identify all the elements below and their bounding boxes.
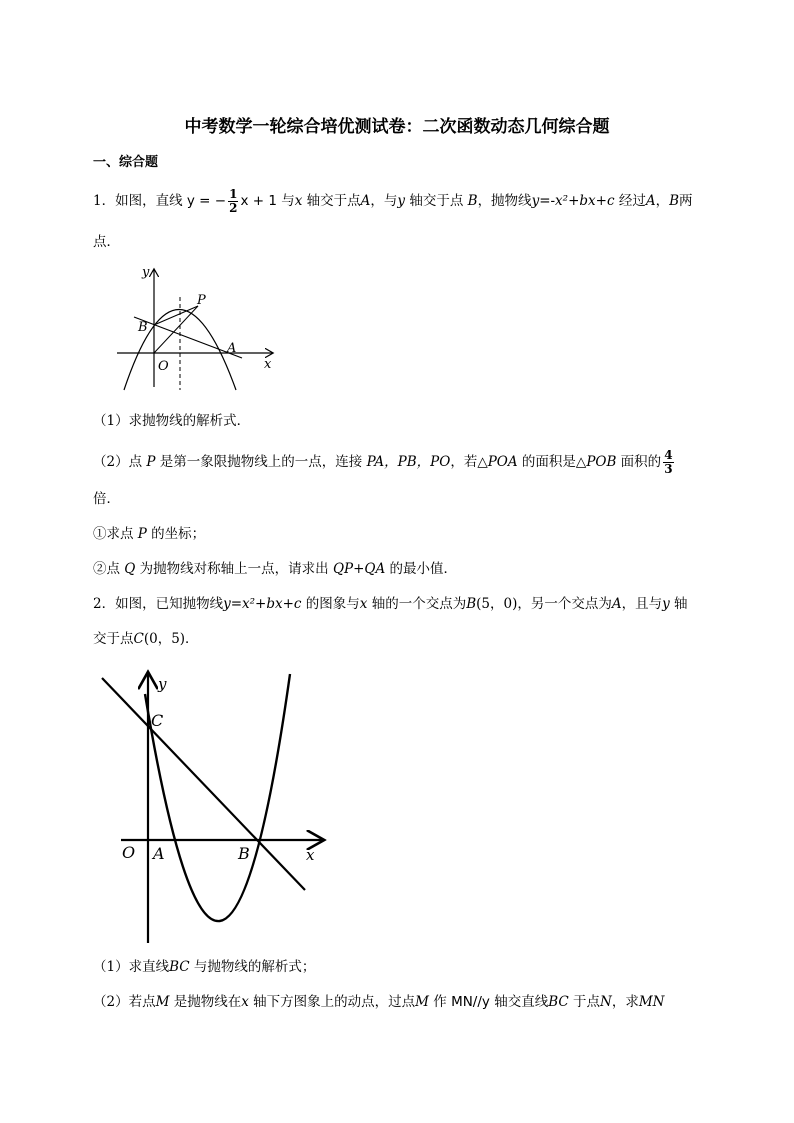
q1-ratio-fraction: $\frac{4}{3}$ <box>664 448 673 476</box>
q1-part-1: （1）求抛物线的解析式． <box>93 413 251 429</box>
q1-label-a: A <box>227 341 237 356</box>
q1-seg-po <box>154 306 198 353</box>
q2-label-o: O <box>122 843 136 862</box>
q1-fraction: $\frac{1}{2}$ <box>229 187 238 215</box>
page-title: 中考数学一轮综合培优测试卷：二次函数动态几何综合题 <box>184 117 610 137</box>
q2-part-2: （2）若点M 是抛物线在x 轴下方图象上的动点，过点M 作 MN//y 轴交直线BC 于点N，求MN <box>93 994 665 1010</box>
q1-sub-1: ①求点 P 的坐标； <box>93 526 206 542</box>
q2-label-x: x <box>306 846 315 864</box>
q1-label-o: O <box>158 359 169 374</box>
q2-part-1: （1）求直线BC 与抛物线的解析式； <box>93 959 316 975</box>
q1-label-y: y <box>142 265 150 280</box>
q1-figure <box>112 262 282 392</box>
q1-seg-pb <box>154 306 198 325</box>
q2-line-1: 2．如图，已知抛物线y=x²+bx+c 的图象与x 轴的一个交点为B(5，0)，另一个交点为A，且与y 轴 <box>93 596 688 612</box>
q1-sub-2: ②点 Q 为抛物线对称轴上一点，请求出 QP+QA 的最小值． <box>93 561 458 577</box>
q1-label-x: x <box>264 357 272 372</box>
q1-line-ab <box>134 317 242 358</box>
q1-part-2-line-2: 倍． <box>93 491 120 507</box>
q2-label-c: C <box>151 711 164 730</box>
q1-line-1: 1．如图，直线 y = − $\frac{1}{2}$ x + 1 与x 轴交于点A，与y 轴交于点 B，抛物线y=-x²+bx+c 经过A，B两 <box>93 187 693 215</box>
section-heading: 一、综合题 <box>93 155 159 170</box>
q1-line-2: 点． <box>93 234 120 250</box>
q1-label-p: P <box>197 293 206 308</box>
q2-label-y: y <box>158 675 167 693</box>
q2-figure <box>93 668 333 946</box>
q2-line-2: 交于点C(0，5)． <box>93 631 199 647</box>
q2-label-b: B <box>238 844 250 863</box>
q1-label-b: B <box>138 320 148 335</box>
q1-part-2: （2）点 P 是第一象限抛物线上的一点，连接 PA，PB，PO，若△POA 的面积是△POB 面积的 $\frac{4}{3}$ <box>93 448 673 476</box>
q2-label-a: A <box>153 844 165 863</box>
